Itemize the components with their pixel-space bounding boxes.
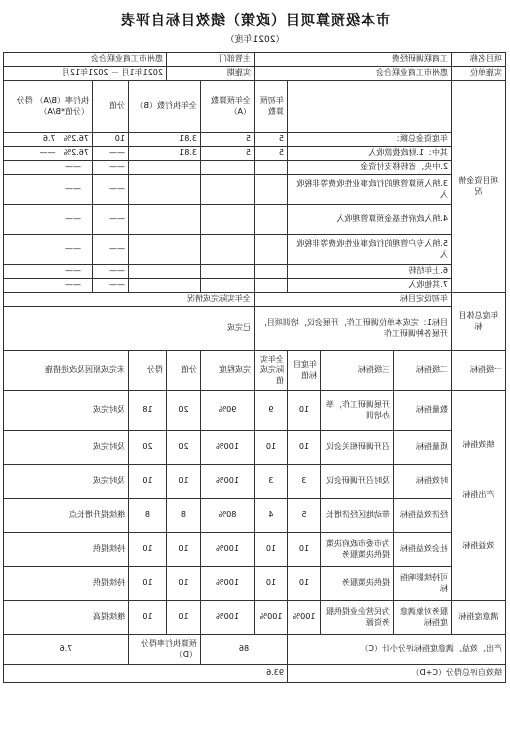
output-label: 产出指标 [462, 490, 495, 500]
funds-row: 6.上年结转 —— —— [3, 265, 505, 279]
overall-actual-header: 全年实际完成情况 [3, 293, 254, 307]
ind-header-reason: 未完成原因及改进措施 [3, 351, 128, 391]
ind-header-actual: 全年实际完成值 [255, 351, 288, 391]
funds-row: 4.纳入政府性基金预算管理收入 —— —— [3, 205, 505, 235]
satisfaction-label: 满意度指标 [452, 601, 506, 635]
exec-label: 预算执行率得分（D） [129, 635, 201, 665]
funds-header-exec: 全年执行数（B） [129, 81, 201, 133]
indicator-row: 经济效益指标 带动地区经济增长 5 4 80% 8 8 继续提升增长点 [3, 499, 505, 533]
funds-row: 年度资金总额： 5 5 3.81 10 76.2% 7.6 [3, 133, 505, 147]
period-label: 实施期 [167, 67, 255, 81]
funds-header-rate: 执行率（B/A） [35, 96, 89, 106]
funds-header-blank [288, 81, 452, 133]
funds-header-rate-got [3, 81, 92, 133]
ind-group-label [452, 391, 506, 601]
project-name-label: 项目名称 [452, 53, 506, 67]
funds-row: 5.纳入专户管理的行政事业性收费等非税收入 —— —— [3, 235, 505, 265]
benefit-label: 效益指标 [462, 540, 495, 550]
page-subtitle: （2021年度） [225, 35, 285, 45]
indicator-row: 绩效指标 产出指标 效益指标 数量指标 开展调研工作，举办培训 10 9 90% 20 18 及时完成 [3, 391, 505, 431]
indicator-row: 可持续影响指标 提供决策服务 10 10 100% 10 10 持续提供 [3, 567, 505, 601]
ind-header-target: 年度目标值 [288, 351, 321, 391]
ind-header-got: 得分 [129, 351, 167, 391]
indicator-row: 满意度指标 服务对象满意度指标 为民营企业提供服务资源 100% 100% 100% 10 10 继续提高 [3, 601, 505, 635]
funds-row: 2.中央、省转移支付资金 —— —— [3, 161, 505, 175]
funds-header-initial: 年初预算数 [255, 81, 288, 133]
period: 2021年1月 － 2021年12月 [3, 67, 166, 81]
overall-actual: 已完成 [3, 307, 254, 351]
overall-target-header: 年初设定目标 [255, 293, 452, 307]
funds-header-full: 全年预算数（A） [201, 81, 255, 133]
funds-row: 3.纳入预算管理的行政事业性收费等非税收入 —— —— [3, 175, 505, 205]
overall-label: 年度总体目标 [452, 293, 506, 351]
funds-header-got: 得分（分值*B/A） [16, 96, 89, 116]
page-title: 市本级预算项目（政策）绩效目标自评表 [120, 13, 390, 29]
project-name: 工商联调研经费 [255, 53, 452, 67]
funds-row: 其中：1.财政拨款收入 5 5 3.81 —— 76.2% —— [3, 147, 505, 161]
ind-header-l2: 二级指标 [394, 351, 452, 391]
ind-header-degree: 完成程度 [201, 351, 255, 391]
exec-value: 7.6 [3, 635, 128, 665]
subtotal-value: 86 [201, 635, 288, 665]
indicator-row: 时效指标 及时召开调研会议 3 3 100% 10 10 及时完成 [3, 465, 505, 499]
ind-header-l1: 一级指标 [452, 351, 506, 391]
ind-header-l3: 三级指标 [321, 351, 394, 391]
total-value: 93.6 [3, 665, 287, 683]
ind-header-score: 分值 [167, 351, 201, 391]
impl: 惠州市工商业联合会 [255, 67, 452, 81]
subtotal-label: 产出、效益、满意度指标评分小计（C） [288, 635, 506, 665]
indicator-row: 社会效益指标 为市委市政府决策提供决策服务 10 10 100% 10 10 持续提供 [3, 533, 505, 567]
dept: 惠州市工商业联合会 [3, 53, 166, 67]
funds-group-label: 项目资金情况 [452, 81, 506, 293]
funds-row: 7.其他收入 —— —— [3, 279, 505, 293]
impl-label: 实施单位 [452, 67, 506, 81]
overall-target: 目标1：完成本单位调研工作，开展会议，培训项目，开展各种调研工作 [255, 307, 452, 351]
evaluation-table [3, 52, 506, 683]
funds-header-score: 分值 [93, 81, 129, 133]
total-label: 绩效自评总得分（C+D） [288, 665, 506, 683]
indicator-row: 质量指标 召开调研相关会议 10 10 100% 20 20 及时完成 [3, 431, 505, 465]
dept-label: 主管部门 [167, 53, 255, 67]
ind-group-label-text: 绩效指标 [462, 439, 495, 449]
